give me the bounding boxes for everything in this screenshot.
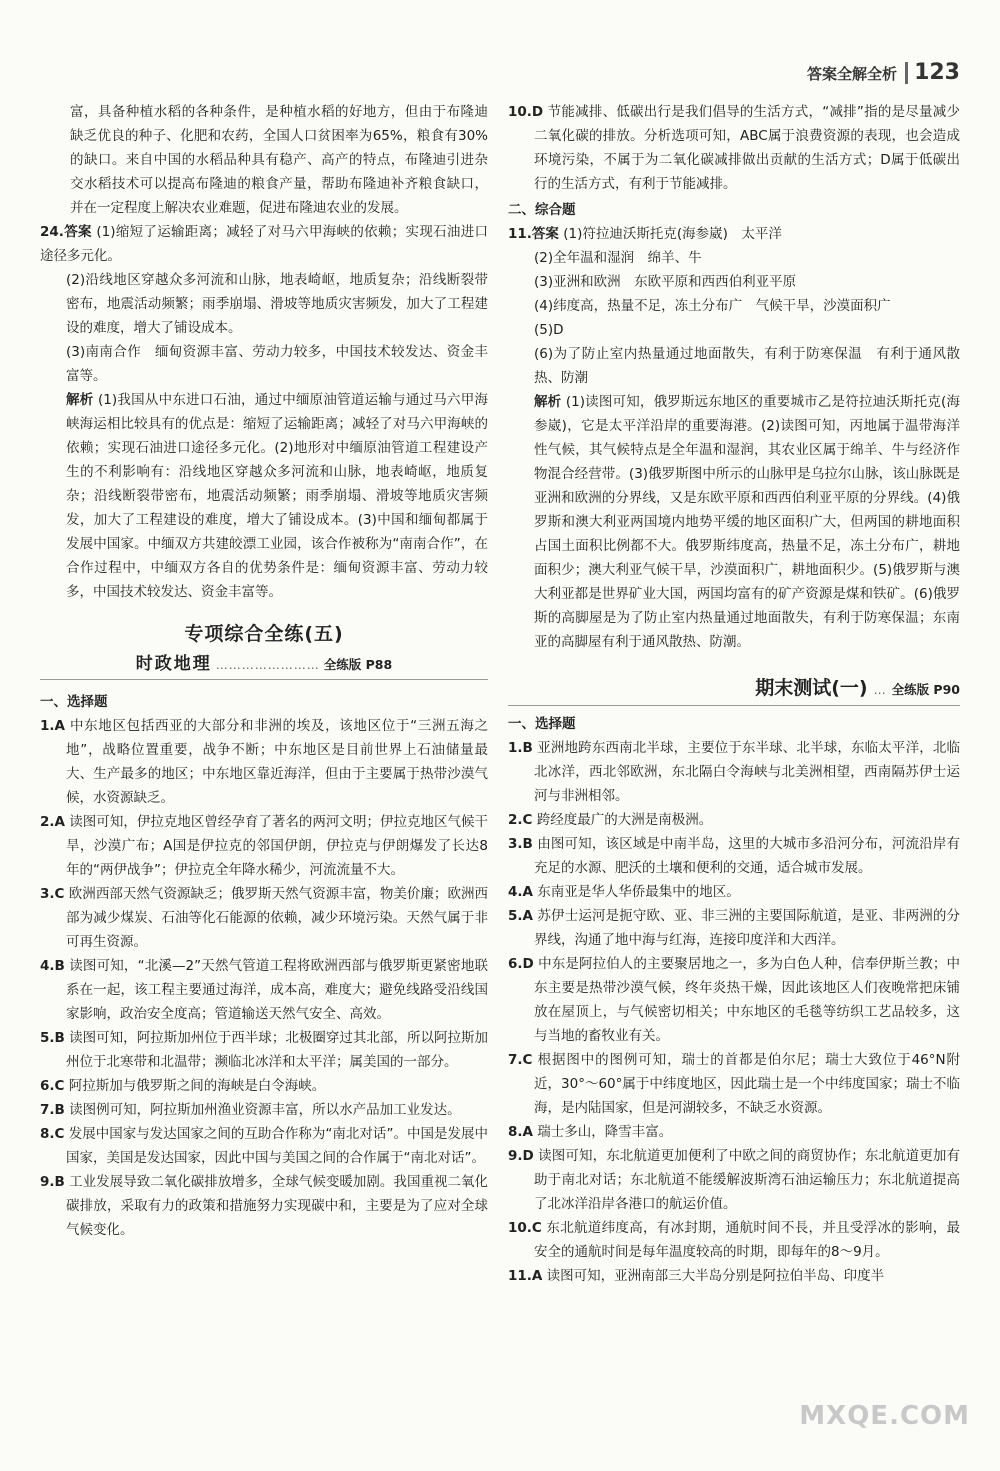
list-item (508, 880, 960, 904)
list-item (40, 714, 488, 810)
item-number: 8.A (508, 1124, 533, 1140)
item-number: 9.D (508, 1148, 534, 1164)
item-number: 2.C (508, 812, 533, 828)
list-item (40, 810, 488, 882)
item-number: 5.A (508, 908, 533, 924)
item-text: 跨经度最广的大洲是南极洲。 (536, 812, 713, 828)
q11-a3: (3)亚洲和欧洲 东欧平原和西西伯利亚平原 (534, 274, 797, 290)
item-text: 读图可知，伊拉克地区曾经孕育了著名的两河文明；伊拉克地区气候干旱，沙漠广布；A国是伊拉克的邻国伊朗，伊拉克与伊朗爆发了长达8年的“两伊战争”；伊拉克全年降水稀少，河流流量不大。 (66, 814, 489, 878)
list-item (40, 1122, 488, 1170)
list-item (508, 1048, 960, 1120)
item-number: 3.B (508, 836, 533, 852)
list-item (508, 832, 960, 880)
block-title: 专项综合全练(五) (184, 623, 344, 645)
item-text: 中东地区包括西亚的大部分和非洲的埃及，该地区位于“三洲五海之地”，战略位置重要，战争不断；中东地区是目前世界上石油储量最大、生产最多的地区；中东地区靠近海洋，但由于主要属于热带沙漠气候，水资源缺乏。 (66, 718, 488, 806)
test-title-ref: 全练版 P90 (891, 682, 960, 697)
item-text: 读图可知，东北航道更加便利了中欧之间的商贸协作；东北航道更加有助于南北对话；东北航道不能缓解波斯湾石油运输压力；东北航道提高了北冰洋沿岸各港口的航运价值。 (534, 1148, 960, 1212)
page-number: 123 (905, 62, 960, 84)
q11-a1: (1)符拉迪沃斯托克(海参崴) 太平洋 (563, 226, 782, 242)
page-header (807, 62, 960, 84)
item-text: 工业发展导致二氧化碳排放增多，全球气候变暖加剧。我国重视二氧化碳排放，采取有力的政策和措施努力实现碳中和，主要是为了应对全球气候变化。 (66, 1174, 489, 1238)
item-text: 读图可知，阿拉斯加州位于西半球；北极圈穿过其北部，所以阿拉斯加州位于北寒带和北温带；濒临北冰洋和太平洋；属美国的一部分。 (66, 1030, 489, 1070)
item-text: 中东是阿拉伯人的主要聚居地之一，多为白色人种，信奉伊斯兰教；中东主要是热带沙漠气候，终年炎热干燥，因此该地区人们夜晚常把床铺放在屋顶上，与气候密切相关；中东地区的毛毯等纺织工艺品较多，这与当地的畜牧业有关。 (534, 956, 960, 1044)
item-number: 10.D (508, 104, 544, 120)
item-number: 1.B (508, 740, 533, 756)
q24-a1: (1)缩短了运输距离；减轻了对马六甲海峡的依赖；实现石油进口途径多元化。 (40, 224, 489, 264)
list-item (40, 882, 488, 954)
item-number: 1.A (40, 718, 65, 734)
header-title: 答案全解全析 (807, 64, 898, 83)
test-title-dots: … (873, 683, 886, 697)
q24-a2: (2)沿线地区穿越众多河流和山脉，地表崎岖，地质复杂；沿线断裂带密布，地震活动频繁；雨季崩塌、滑坡等地质灾害频发，加大了工程建设的难度，增大了铺设成本。 (66, 272, 488, 336)
item-text: 瑞士多山，降雪丰富。 (537, 1124, 673, 1140)
list-item (508, 1120, 960, 1144)
watermark: MXQE.COM (799, 1401, 970, 1431)
list-item (508, 1144, 960, 1216)
item-text: 读图可知，亚洲南部三大半岛分别是阿拉伯半岛、印度半 (546, 1268, 885, 1284)
item-number: 7.C (508, 1052, 533, 1068)
list-item (508, 952, 960, 1048)
item-text: 东南亚是华人华侨最集中的地区。 (537, 884, 740, 900)
list-item (40, 1170, 488, 1242)
item-number: 2.A (40, 814, 65, 830)
q24-answer (40, 220, 488, 268)
q24-analysis (40, 388, 488, 604)
item-number: 6.C (40, 1078, 65, 1094)
q11-a2: (2)全年温和湿润 绵羊、牛 (534, 250, 702, 266)
item-text: 东北航道纬度高，有冰封期，通航时间不長，并且受浮冰的影响，最安全的通航时间是每年温度较高的时期，即每年的8～9月。 (534, 1220, 961, 1260)
test-title (508, 676, 960, 706)
right-column (508, 100, 960, 1288)
item-text: 苏伊士运河是扼守欧、亚、非三洲的主要国际航道，是亚、非两洲的分界线，沟通了地中海与红海，连接印度洋和大西洋。 (534, 908, 961, 948)
test-title-text: 期末测试(一) (755, 677, 868, 699)
item-number: 11.A (508, 1268, 543, 1284)
sub-title-text: 时政地理 (135, 654, 212, 674)
sub-title-dots: …………………… (215, 658, 320, 672)
item-number: 4.A (508, 884, 533, 900)
list-item (40, 1098, 488, 1122)
q11-analysis-text: (1)读图可知，俄罗斯远东地区的重要城市乙是符拉迪沃斯托克(海参崴)，它是太平洋沿岸的重要海港。(2)读图可知，丙地属于温带海洋性气候，其气候特点是全年温和湿润，其农业区属于绵羊、牛与经济作物混合经营带。(3)俄罗斯图中所示的山脉甲是乌拉尔山脉，该山脉既是亚洲和欧洲的分界线，又是东欧平原和西西伯利亚平原的分界线。(4)俄罗斯和澳大利亚两国境内地势平缓的地区面积广大，但两国的耕地面积占国土面积比例都不大。俄罗斯纬度高，热量不足，冻土分布广，耕地面积少；澳大利亚气候干旱，沙漠面积广，耕地面积少。(5)俄罗斯与澳大利亚都是世界矿业大国，两国均富有的矿产资源是煤和铁矿。(6)俄罗斯的高脚屋是为了防止室内热量通过地面散失，有利于防寒保温；东南亚的高脚屋有利于通风散热、防潮。 (534, 394, 960, 650)
q11-analysis (508, 390, 960, 654)
item-text: 读图例可知，阿拉斯加州渔业资源丰富，所以水产品加工业发达。 (69, 1102, 461, 1118)
q11-a6: (6)为了防止室内热量通过地面散失，有利于防寒保温 有利于通风散热、防潮 (534, 346, 960, 386)
q11-a4: (4)纬度高，热量不足，冻土分布广 气候干旱，沙漠面积广 (534, 298, 891, 314)
section-heading: 二、综合题 (508, 202, 576, 218)
answer-label: 答案 (63, 224, 92, 240)
sub-title-ref: 全练版 P88 (323, 657, 393, 672)
q11-a5: (5)D (534, 322, 564, 338)
list-item (40, 954, 488, 1026)
item-text: 节能减排、低碳出行是我们倡导的生活方式，“减排”指的是尽量减少二氧化碳的排放。分析选项可知，ABC属于浪费资源的表现，也会造成环境污染，不属于为二氧化碳减排做出贡献的生活方式；D属于低碳出行的生活方式，有利于节能减排。 (534, 104, 960, 192)
item-number: 9.B (40, 1174, 65, 1190)
item-number: 8.C (40, 1126, 65, 1142)
item-number: 6.D (508, 956, 534, 972)
analysis-label: 解析 (66, 392, 94, 408)
list-item (508, 808, 960, 832)
list-item (508, 1264, 960, 1288)
q24-a3: (3)南南合作 缅甸资源丰富、劳动力较多，中国技术较发达、资金丰富等。 (66, 344, 488, 384)
item-number: 5.B (40, 1030, 65, 1046)
list-item (508, 100, 960, 196)
item-number: 4.B (40, 958, 65, 974)
item-text: 根据图中的图例可知，瑞士的首都是伯尔尼；瑞士大致位于46°N附近，30°～60°属于中纬度地区，因此瑞士是一个中纬度国家；瑞士不临海，是内陆国家，但是河湖较多，不缺乏水资源。 (534, 1052, 961, 1116)
list-item (508, 1216, 960, 1264)
q11-answer (508, 222, 960, 246)
item-number: 10.C (508, 1220, 542, 1236)
answer-label: 答案 (531, 226, 559, 242)
item-text: 阿拉斯加与俄罗斯之间的海峡是白令海峡。 (68, 1078, 326, 1094)
q11-number: 11. (508, 226, 532, 242)
list-item (40, 1026, 488, 1074)
item-text: 读图可知，“北溪—2”天然气管道工程将欧洲西部与俄罗斯更紧密地联系在一起，该工程主要通过海洋，成本高，难度大；避免线路受沿线国家影响，政治安全度高；管道输送天然气安全、高效。 (66, 958, 488, 1022)
item-text: 欧洲西部天然气资源缺乏；俄罗斯天然气资源丰富，物美价廉；欧洲西部为减少煤炭、石油等化石能源的依赖，减少环境污染。天然气属于非可再生资源。 (66, 886, 489, 950)
item-number: 3.C (40, 886, 65, 902)
list-item (508, 736, 960, 808)
section-heading: 一、选择题 (508, 716, 576, 732)
section-heading: 一、选择题 (40, 694, 108, 710)
analysis-label: 解析 (534, 394, 562, 410)
q24-number: 24. (40, 224, 64, 240)
q24-analysis-text: (1)我国从中东进口石油，通过中缅原油管道运输与通过马六甲海峡海运相比较具有的优点是：缩短了运输距离；减轻了对马六甲海峡的依赖；实现石油进口途径多元化。(2)地形对中缅原油管道工程建设产生的不利影响有：沿线地区穿越众多河流和山脉，地表崎岖，地质复杂；沿线断裂带密布，地震活动频繁；雨季崩塌、滑坡等地质灾害频发，加大了工程建设的难度，增大了铺设成本。(3)中国和缅甸都属于发展中国家。中缅双方共建皎漂工业园，该合作被称为“南南合作”，在合作过程中，中缅双方各自的优势条件是：缅甸资源丰富、劳动力较多，中国技术较发达、资金丰富等。 (66, 392, 489, 600)
list-item (40, 1074, 488, 1098)
sub-title (40, 652, 488, 680)
item-text: 由图可知，该区域是中南半岛，这里的大城市多沿河分布，河流沿岸有充足的水源、肥沃的土壤和便利的交通，适合城市发展。 (534, 836, 960, 876)
item-text: 发展中国家与发达国家之间的互助合作称为“南北对话”。中国是发展中国家，美国是发达国家，因此中国与美国之间的合作属于“南北对话”。 (66, 1126, 488, 1166)
left-column (40, 100, 488, 1242)
item-number: 7.B (40, 1102, 65, 1118)
list-item (508, 904, 960, 952)
item-text: 亚洲地跨东西南北半球，主要位于东半球、北半球，东临太平洋，北临北冰洋，西北邻欧洲，东北隔白令海峡与北美洲相望，西南隔苏伊士运河与非洲相邻。 (534, 740, 960, 804)
intro-paragraph: 富，具备种植水稻的各种条件，是种植水稻的好地方，但由于布隆迪缺乏优良的种子、化肥和农药，全国人口贫困率为65%，粮食有30%的缺口。来自中国的水稻品种具有稳产、高产的特点，布隆迪引进杂交水稻技术可以提高布隆迪的粮食产量，帮助布隆迪补齐粮食缺口，并在一定程度上解决农业难题，促进布隆迪农业的发展。 (70, 104, 488, 216)
